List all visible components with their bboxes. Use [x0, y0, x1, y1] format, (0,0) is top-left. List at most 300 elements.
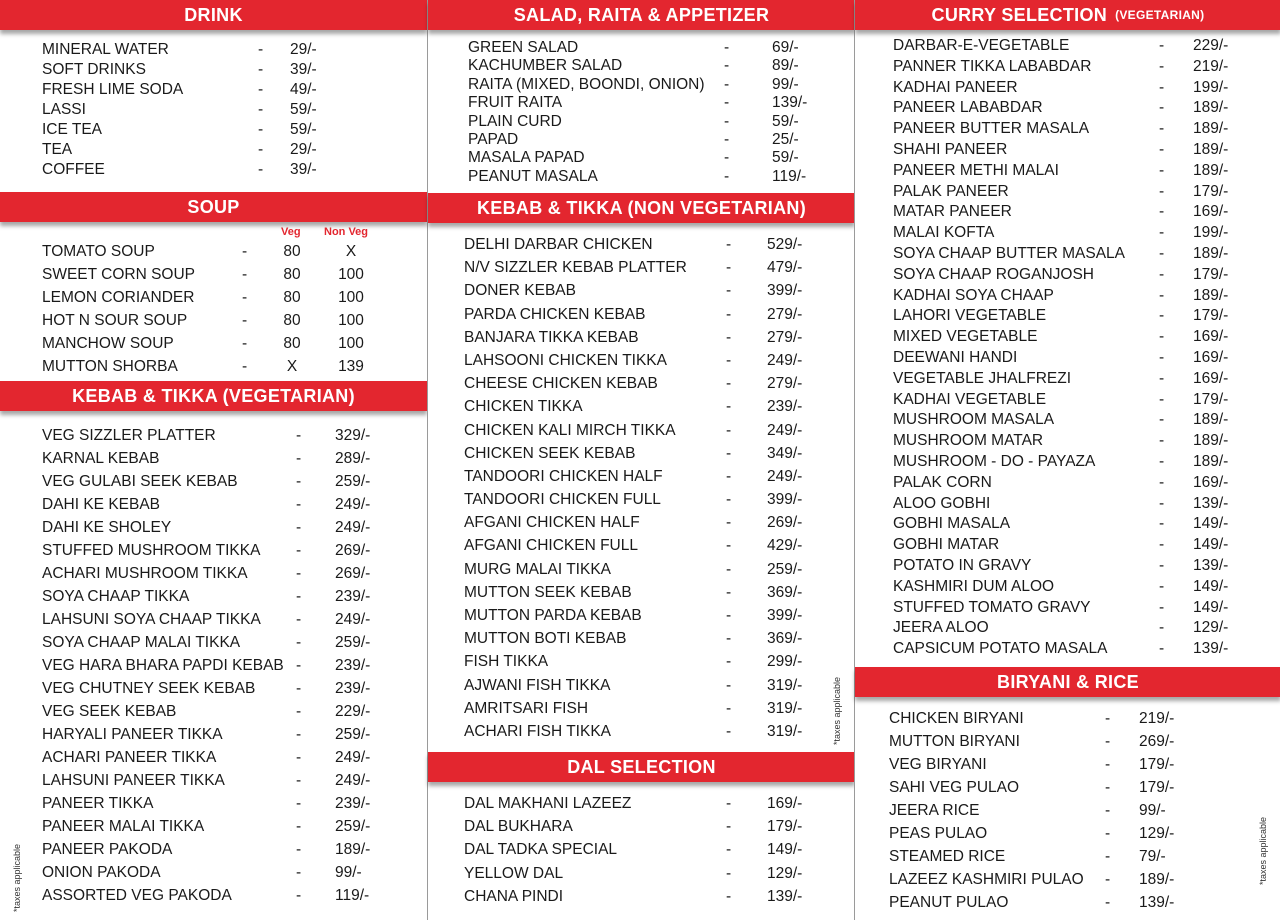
menu-item-dash: - [296, 542, 302, 559]
menu-item-dash: - [1105, 779, 1111, 796]
menu-item [0, 160, 427, 180]
salad-title: SALAD, RAITA & APPETIZER [513, 4, 770, 25]
menu-item-price: 219/- [1193, 57, 1229, 75]
menu-item-name: PLAIN CURD [468, 112, 562, 130]
menu-item-dash: - [1159, 161, 1165, 179]
menu-item-dash: - [1159, 78, 1165, 96]
menu-item-dash: - [726, 841, 732, 859]
menu-item-dash: - [726, 514, 732, 532]
menu-item [855, 868, 1280, 891]
menu-item-dash: - [1159, 182, 1165, 200]
menu-item-name: KADHAI SOYA CHAAP [893, 286, 1054, 304]
menu-item [855, 119, 1280, 140]
menu-item-price: 269/- [335, 542, 371, 559]
menu-item [855, 707, 1280, 730]
menu-item [428, 279, 855, 302]
menu-item-price: 99/- [335, 864, 362, 881]
menu-item-name: PALAK PANEER [893, 182, 1009, 200]
menu-item [855, 845, 1280, 868]
menu-item [0, 447, 427, 470]
kebab-veg-header [0, 381, 427, 411]
menu-item-dash: - [726, 328, 732, 346]
curry-subtitle: (VEGETARIAN) [1115, 8, 1205, 22]
menu-item-name: PANNER TIKKA LABABDAR [893, 57, 1092, 75]
menu-item-dash: - [296, 588, 302, 605]
menu-item [428, 419, 855, 442]
menu-item-name: SOYA CHAAP MALAI TIKKA [42, 634, 241, 651]
menu-item [855, 891, 1280, 914]
menu-item-name: JEERA RICE [889, 802, 980, 819]
menu-item-name: MUSHROOM MASALA [893, 411, 1055, 429]
menu-item-price: 369/- [767, 630, 803, 648]
menu-item-dash: - [1159, 536, 1165, 554]
menu-item-name: RAITA (MIXED, BOONDI, ONION) [468, 75, 705, 93]
menu-item-dash: - [1105, 710, 1111, 727]
menu-item-dash: - [258, 121, 264, 138]
menu-item [855, 799, 1280, 822]
menu-item [428, 720, 855, 743]
menu-item-name: CHICKEN BIRYANI [889, 710, 1024, 727]
menu-item-name: PALAK CORN [893, 473, 992, 491]
menu-item-name: VEG GULABI SEEK KEBAB [42, 473, 238, 490]
menu-item-price: 249/- [767, 351, 803, 369]
menu-item-price: 69/- [772, 39, 799, 56]
menu-item-name: DELHI DARBAR CHICKEN [464, 236, 653, 253]
menu-item-dash: - [258, 101, 264, 118]
menu-item-price: 399/- [767, 282, 803, 300]
menu-item-dash: - [296, 795, 302, 812]
soup-item-name: TOMATO SOUP [42, 243, 155, 260]
menu-item-name: CHICKEN SEEK KEBAB [464, 444, 636, 462]
menu-item-dash: - [726, 583, 732, 601]
menu-item-name: TANDOORI CHICKEN HALF [464, 467, 663, 485]
menu-item-name: CHICKEN TIKKA [464, 398, 583, 416]
menu-item-name: CHICKEN KALI MIRCH TIKKA [464, 421, 676, 439]
menu-item [855, 410, 1280, 431]
tax-note-left: *taxes applicable [12, 843, 22, 912]
menu-item [855, 556, 1280, 577]
menu-item-name: POTATO IN GRAVY [893, 556, 1032, 574]
menu-item-dash: - [296, 565, 302, 582]
salad-list [428, 39, 855, 186]
menu-item-dash: - [296, 841, 302, 858]
menu-item [855, 822, 1280, 845]
menu-item-name: ALOO GOBHI [893, 494, 991, 512]
menu-item-dash: - [296, 496, 302, 513]
kebab-nonveg-header [428, 193, 855, 223]
menu-item-price: 249/- [335, 496, 371, 513]
menu-item-price: 189/- [1139, 871, 1175, 888]
menu-item-price: 39/- [290, 61, 317, 78]
menu-item-price: 79/- [1139, 848, 1166, 865]
menu-item-price: 139/- [1193, 556, 1229, 574]
menu-item [0, 100, 427, 120]
menu-item-dash: - [726, 282, 732, 300]
menu-item-name: COFFEE [42, 161, 105, 178]
menu-item-name: AMRITSARI FISH [464, 699, 589, 717]
menu-item-price: 399/- [767, 491, 803, 509]
menu-item-dash: - [724, 112, 730, 130]
menu-item-price: 169/- [1193, 473, 1229, 491]
menu-column-left [0, 0, 427, 920]
menu-item-price: 29/- [290, 141, 317, 158]
menu-item-dash: - [724, 75, 730, 93]
menu-item-dash: - [1159, 390, 1165, 408]
menu-item-price: 239/- [335, 657, 371, 674]
menu-item-price: 249/- [335, 519, 371, 536]
menu-item [855, 431, 1280, 452]
menu-item-dash: - [258, 61, 264, 78]
menu-item-dash: - [726, 351, 732, 369]
menu-item-price: 179/- [1193, 307, 1229, 325]
menu-item-price: 149/- [1193, 536, 1229, 554]
menu-item-price: 279/- [767, 328, 803, 346]
menu-item [855, 265, 1280, 286]
menu-item-dash: - [296, 680, 302, 697]
menu-item-price: 99/- [772, 75, 799, 93]
curry-list [855, 36, 1280, 660]
menu-item [0, 539, 427, 562]
menu-item-price: 249/- [335, 772, 371, 789]
menu-item [855, 78, 1280, 99]
soup-list [0, 240, 427, 378]
menu-item-name: VEG SIZZLER PLATTER [42, 427, 216, 444]
menu-item-name: DARBAR-E-VEGETABLE [893, 37, 1070, 54]
menu-item-name: MATAR PANEER [893, 203, 1012, 221]
menu-item-name: VEG BIRYANI [889, 756, 987, 773]
menu-item-dash: - [258, 41, 264, 58]
menu-item-dash: - [726, 491, 732, 509]
menu-item-name: DAHI KE KEBAB [42, 496, 161, 513]
menu-item-dash: - [724, 130, 730, 148]
menu-item [855, 57, 1280, 78]
menu-item-price: 319/- [767, 676, 803, 694]
soup-item [0, 309, 427, 332]
menu-item [428, 815, 855, 838]
menu-item-price: 189/- [1193, 140, 1229, 158]
menu-item [428, 862, 855, 885]
menu-item-name: GOBHI MATAR [893, 536, 1000, 554]
menu-item [428, 149, 855, 167]
menu-item-name: PANEER TIKKA [42, 795, 154, 812]
menu-item-price: 189/- [1193, 452, 1229, 470]
soup-item-dash: - [242, 266, 248, 283]
menu-item-price: 479/- [767, 259, 803, 277]
menu-item-dash: - [1105, 825, 1111, 842]
menu-item-dash: - [296, 749, 302, 766]
menu-item [428, 168, 855, 186]
menu-item [855, 753, 1280, 776]
menu-item-price: 369/- [767, 583, 803, 601]
soup-item-nonveg-price: 139 [338, 358, 364, 375]
menu-item [855, 369, 1280, 390]
menu-item-price: 189/- [1193, 120, 1229, 138]
menu-item-dash: - [726, 795, 732, 812]
menu-item-price: 259/- [335, 634, 371, 651]
biryani-header [855, 667, 1280, 697]
menu-item-price: 139/- [767, 887, 803, 905]
menu-item [0, 60, 427, 80]
menu-item-name: DEEWANI HANDI [893, 348, 1018, 366]
menu-item-name: TEA [42, 141, 73, 158]
menu-item [855, 730, 1280, 753]
menu-item-dash: - [296, 703, 302, 720]
menu-item [0, 608, 427, 631]
menu-item-name: ACHARI MUSHROOM TIKKA [42, 565, 248, 582]
menu-item-price: 399/- [767, 607, 803, 624]
menu-item-name: STUFFED TOMATO GRAVY [893, 598, 1091, 616]
menu-item-dash: - [724, 149, 730, 167]
menu-item-dash: - [726, 699, 732, 717]
menu-item-price: 239/- [335, 795, 371, 812]
menu-column-right [854, 0, 1280, 920]
salad-header [428, 0, 855, 30]
kebab-nonveg-title: KEBAB & TIKKA (NON VEGETARIAN) [477, 197, 806, 218]
menu-item-price: 179/- [1139, 779, 1175, 796]
menu-item [0, 470, 427, 493]
menu-item-price: 239/- [767, 398, 803, 416]
menu-item-price: 59/- [772, 149, 799, 167]
menu-item-price: 149/- [1193, 577, 1229, 595]
menu-item-dash: - [1105, 756, 1111, 773]
menu-item-dash: - [726, 676, 732, 694]
menu-item-dash: - [296, 887, 302, 904]
menu-item [428, 372, 855, 395]
menu-item-price: 139/- [772, 94, 808, 112]
menu-item-name: VEG HARA BHARA PAPDI KEBAB [42, 657, 284, 674]
menu-item-name: PANEER METHI MALAI [893, 161, 1059, 179]
menu-item-dash: - [296, 427, 302, 444]
soup-item-name: LEMON CORIANDER [42, 289, 195, 306]
kebab-nonveg-list [428, 233, 855, 743]
menu-item-dash: - [726, 607, 732, 624]
biryani-title: BIRYANI & RICE [997, 671, 1139, 692]
menu-item [428, 604, 855, 627]
soup-item-nonveg-price: X [345, 243, 357, 260]
soup-item-dash: - [242, 312, 248, 329]
menu-item-name: STEAMED RICE [889, 848, 1006, 865]
menu-item-dash: - [296, 473, 302, 490]
menu-item [428, 581, 855, 604]
menu-item-name: HARYALI PANEER TIKKA [42, 726, 223, 743]
menu-item-name: VEG SEEK KEBAB [42, 703, 177, 720]
menu-item-name: LAHSUNI SOYA CHAAP TIKKA [42, 611, 261, 628]
menu-item-dash: - [724, 94, 730, 112]
menu-item-name: SAHI VEG PULAO [889, 779, 1020, 796]
menu-item-price: 59/- [772, 112, 799, 130]
menu-item [428, 303, 855, 326]
menu-item-name: DAL BUKHARA [464, 818, 573, 836]
menu-item-name: PANEER LABABDAR [893, 99, 1043, 117]
menu-item-dash: - [1105, 802, 1111, 819]
soup-header [0, 192, 427, 222]
menu-item-dash: - [1159, 203, 1165, 221]
soup-item [0, 263, 427, 286]
menu-item-price: 39/- [290, 161, 317, 178]
soup-item-nonveg-price: 100 [338, 312, 364, 329]
soup-item [0, 240, 427, 263]
soup-item-dash: - [242, 358, 248, 375]
menu-item [428, 39, 855, 57]
menu-item [428, 511, 855, 534]
menu-item [855, 98, 1280, 119]
menu-column-middle [427, 0, 855, 920]
menu-item-price: 319/- [767, 699, 803, 717]
soup-item-name: MUTTON SHORBA [42, 358, 178, 375]
menu-item-price: 259/- [335, 818, 371, 835]
menu-item-dash: - [1159, 598, 1165, 616]
menu-item [855, 390, 1280, 411]
menu-item [428, 534, 855, 557]
soup-item-veg-price: X [286, 358, 298, 375]
menu-item-dash: - [1159, 411, 1165, 429]
menu-item [0, 80, 427, 100]
menu-item-dash: - [258, 161, 264, 178]
menu-item [428, 349, 855, 372]
menu-item-name: MURG MALAI TIKKA [464, 560, 611, 578]
menu-item-name: SOFT DRINKS [42, 61, 146, 78]
menu-item-dash: - [1159, 57, 1165, 75]
menu-item-name: LAZEEZ KASHMIRI PULAO [889, 871, 1084, 888]
menu-item [855, 327, 1280, 348]
soup-item-veg-price: 80 [283, 266, 301, 283]
menu-item-name: FRUIT RAITA [468, 94, 563, 112]
menu-item-name: FISH TIKKA [464, 653, 549, 671]
menu-item-price: 179/- [767, 818, 803, 836]
menu-item-dash: - [1159, 37, 1165, 54]
menu-item [428, 627, 855, 650]
tax-note-middle: *taxes applicable [832, 676, 842, 745]
menu-item [855, 182, 1280, 203]
menu-item-name: FRESH LIME SODA [42, 81, 184, 98]
menu-item-price: 279/- [767, 305, 803, 323]
menu-item [0, 884, 427, 907]
menu-item-name: PEANUT PULAO [889, 894, 1009, 911]
menu-item [428, 326, 855, 349]
menu-item-name: PANEER BUTTER MASALA [893, 120, 1090, 138]
menu-item [0, 654, 427, 677]
menu-item-price: 239/- [335, 680, 371, 697]
menu-item-dash: - [296, 611, 302, 628]
menu-item-name: MUSHROOM - DO - PAYAZA [893, 452, 1096, 470]
menu-item-dash: - [296, 634, 302, 651]
menu-item-name: ONION PAKODA [42, 864, 161, 881]
menu-item [428, 94, 855, 112]
menu-item [428, 488, 855, 511]
menu-item-name: PEANUT MASALA [468, 167, 598, 185]
menu-item-price: 169/- [1193, 369, 1229, 387]
menu-item [0, 40, 427, 60]
menu-item-dash: - [258, 141, 264, 158]
soup-item-nonveg-price: 100 [338, 266, 364, 283]
menu-item-dash: - [1159, 515, 1165, 533]
menu-item-price: 59/- [290, 121, 317, 138]
menu-item-price: 99/- [1139, 802, 1166, 819]
menu-item-dash: - [724, 39, 730, 56]
menu-item-dash: - [1159, 432, 1165, 450]
menu-item-name: DAHI KE SHOLEY [42, 519, 172, 536]
menu-item-name: MUTTON BIRYANI [889, 733, 1020, 750]
menu-item [0, 838, 427, 861]
menu-item-dash: - [1159, 577, 1165, 595]
menu-item [855, 306, 1280, 327]
menu-item [428, 838, 855, 861]
menu-item-dash: - [726, 630, 732, 648]
menu-item-dash: - [724, 57, 730, 75]
menu-item [428, 131, 855, 149]
menu-item-price: 129/- [1193, 619, 1229, 637]
menu-item [428, 697, 855, 720]
dal-header [428, 752, 855, 782]
menu-item [428, 792, 855, 815]
menu-item [855, 598, 1280, 619]
menu-item-name: MIXED VEGETABLE [893, 328, 1038, 346]
menu-item-dash: - [726, 818, 732, 836]
menu-item-price: 149/- [1193, 515, 1229, 533]
menu-item-dash: - [726, 653, 732, 671]
menu-item-dash: - [726, 236, 732, 253]
menu-item-dash: - [296, 864, 302, 881]
menu-item [0, 424, 427, 447]
menu-item-price: 139/- [1139, 894, 1175, 911]
menu-item [855, 618, 1280, 639]
menu-item-name: AFGANI CHICKEN FULL [464, 537, 638, 555]
menu-item-name: LASSI [42, 101, 86, 118]
menu-item-name: DONER KEBAB [464, 282, 576, 300]
menu-item [0, 516, 427, 539]
menu-item-price: 169/- [767, 795, 803, 812]
menu-item-name: PARDA CHICKEN KEBAB [464, 305, 646, 323]
menu-item [855, 223, 1280, 244]
menu-item-name: VEGETABLE JHALFREZI [893, 369, 1072, 387]
menu-item-name: DAL MAKHANI LAZEEZ [464, 795, 632, 812]
menu-item-name: MINERAL WATER [42, 41, 169, 58]
menu-item-dash: - [726, 444, 732, 462]
dal-title: DAL SELECTION [567, 756, 716, 777]
menu-item-name: CHANA PINDI [464, 887, 564, 905]
menu-item-dash: - [1105, 871, 1111, 888]
menu-item-dash: - [726, 305, 732, 323]
menu-item-name: SOYA CHAAP BUTTER MASALA [893, 244, 1125, 262]
menu-item-price: 289/- [335, 450, 371, 467]
menu-item [855, 161, 1280, 182]
menu-item-price: 189/- [335, 841, 371, 858]
menu-item-price: 269/- [1139, 733, 1175, 750]
biryani-list [855, 707, 1280, 914]
menu-item [855, 577, 1280, 598]
menu-item-name: MUTTON BOTI KEBAB [464, 630, 627, 648]
menu-item-price: 229/- [1193, 37, 1229, 54]
menu-item-name: ASSORTED VEG PAKODA [42, 887, 232, 904]
soup-nonveg-label: Non Veg [324, 226, 369, 238]
menu-item-name: KADHAI PANEER [893, 78, 1018, 96]
menu-item-name: AJWANI FISH TIKKA [464, 676, 611, 694]
menu-item-price: 149/- [767, 841, 803, 859]
menu-item-price: 169/- [1193, 203, 1229, 221]
menu-item-dash: - [726, 421, 732, 439]
tax-note-right: *taxes applicable [1258, 816, 1268, 885]
menu-item-name: N/V SIZZLER KEBAB PLATTER [464, 259, 687, 277]
menu-item-price: 249/- [767, 421, 803, 439]
menu-item-price: 189/- [1193, 432, 1229, 450]
menu-item-name: KADHAI VEGETABLE [893, 390, 1047, 408]
menu-item-name: LAHSUNI PANEER TIKKA [42, 772, 225, 789]
menu-item-dash: - [1105, 894, 1111, 911]
curry-header [855, 0, 1280, 30]
soup-item-veg-price: 80 [283, 243, 301, 260]
soup-item [0, 332, 427, 355]
soup-item-name: SWEET CORN SOUP [42, 266, 196, 283]
